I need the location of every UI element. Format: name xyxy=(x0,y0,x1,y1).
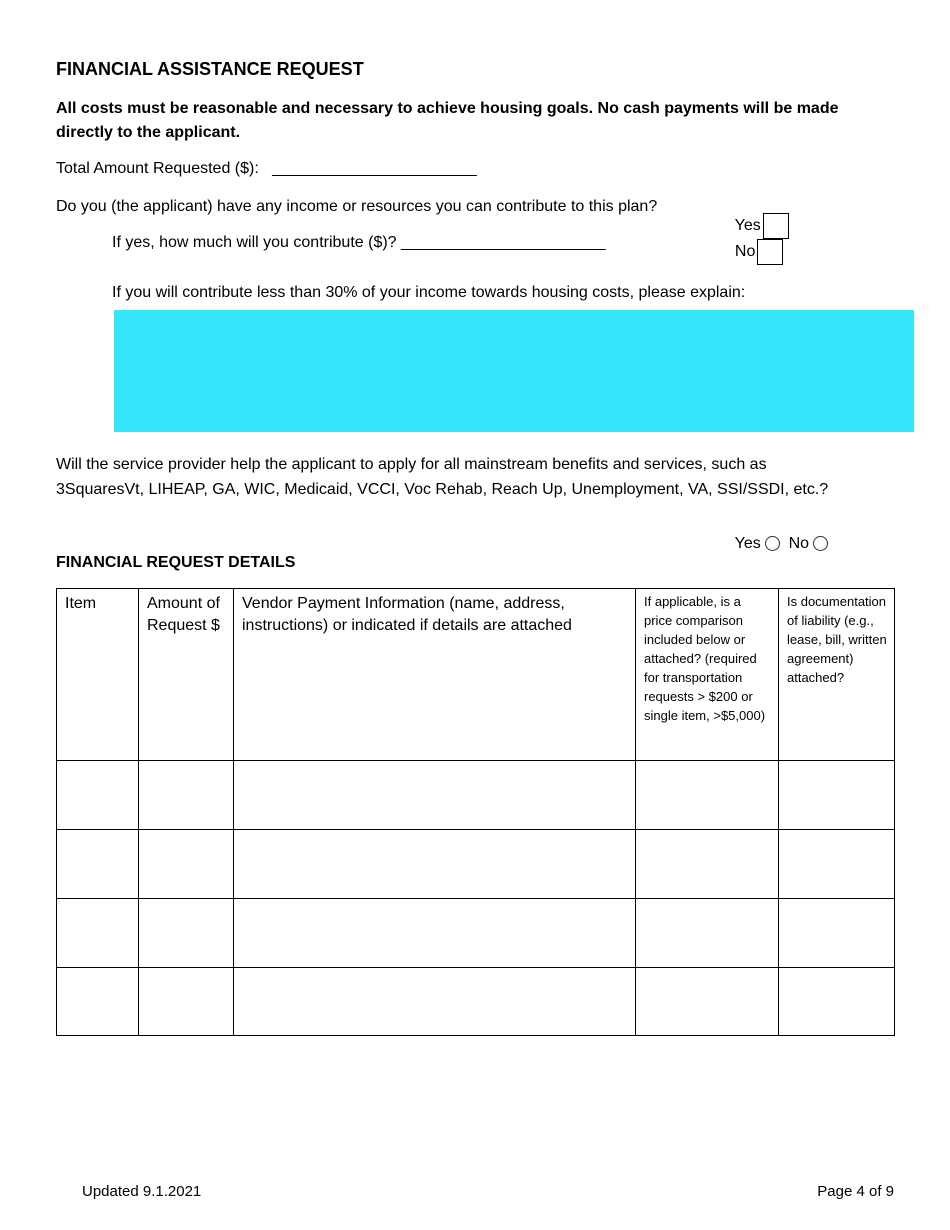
amount-cell[interactable] xyxy=(139,761,234,830)
header-price-comparison: If applicable, is a price comparison included below or attached? (required for transportation requests > $200 or single item, >$5,000) xyxy=(636,589,779,761)
vendor-cell[interactable] xyxy=(234,761,636,830)
contribute-row xyxy=(112,234,606,252)
liability-cell[interactable] xyxy=(779,968,895,1036)
amount-cell[interactable] xyxy=(139,830,234,899)
benefits-yes-radio[interactable] xyxy=(765,536,780,551)
details-section-title: FINANCIAL REQUEST DETAILS xyxy=(56,554,296,571)
price-comparison-cell[interactable] xyxy=(636,968,779,1036)
item-cell[interactable] xyxy=(57,761,139,830)
income-yes-checkbox[interactable] xyxy=(763,213,789,239)
liability-cell[interactable] xyxy=(779,761,895,830)
benefits-question-line-2: 3SquaresVt, LIHEAP, GA, WIC, Medicaid, VCCI, Voc Rehab, Reach Up, Unemployment, VA, SSI/SSDI, etc.? xyxy=(56,481,829,498)
intro-statement: All costs must be reasonable and necessary to achieve housing goals. No cash payments will be made directly to the applicant. xyxy=(56,100,839,141)
total-amount-label: Total Amount Requested ($): xyxy=(56,160,259,177)
header-liability: Is documentation of liability (e.g., lease, bill, written agreement) attached? xyxy=(779,589,895,761)
benefits-no-label: No xyxy=(788,535,810,552)
price-comparison-cell[interactable] xyxy=(636,761,779,830)
table-row xyxy=(57,761,895,830)
page-title: FINANCIAL ASSISTANCE REQUEST xyxy=(56,59,364,79)
liability-cell[interactable] xyxy=(779,899,895,968)
table-header-row xyxy=(57,589,895,761)
header-item: Item xyxy=(57,589,139,761)
price-comparison-cell[interactable] xyxy=(636,899,779,968)
table-row xyxy=(57,968,895,1036)
item-cell[interactable] xyxy=(57,968,139,1036)
liability-cell[interactable] xyxy=(779,830,895,899)
header-vendor: Vendor Payment Information (name, address, instructions) or indicated if details are attached xyxy=(234,589,636,761)
benefits-options xyxy=(726,517,828,553)
table-row xyxy=(57,899,895,968)
income-no-label: No xyxy=(734,243,756,261)
header-amount: Amount of Request $ xyxy=(139,589,234,761)
item-cell[interactable] xyxy=(57,899,139,968)
contribute-label: If yes, how much will you contribute ($)? xyxy=(112,234,397,251)
vendor-cell[interactable] xyxy=(234,968,636,1036)
benefits-no-radio[interactable] xyxy=(813,536,828,551)
explain-label: If you will contribute less than 30% of your income towards housing costs, please explain: xyxy=(112,284,746,301)
amount-cell[interactable] xyxy=(139,968,234,1036)
total-amount-field[interactable]: _______________________ xyxy=(272,160,477,177)
amount-cell[interactable] xyxy=(139,899,234,968)
income-yes-label: Yes xyxy=(734,217,761,235)
income-no-checkbox[interactable] xyxy=(757,239,783,265)
benefits-yes-label: Yes xyxy=(734,535,761,552)
financial-request-table xyxy=(56,588,895,1036)
benefits-question-line-1: Will the service provider help the applicant to apply for all mainstream benefits and services, such as xyxy=(56,456,767,473)
price-comparison-cell[interactable] xyxy=(636,830,779,899)
explain-textarea[interactable] xyxy=(114,310,914,432)
total-amount-row xyxy=(56,160,477,178)
income-question-label: Do you (the applicant) have any income or resources you can contribute to this plan? xyxy=(56,198,658,215)
item-cell[interactable] xyxy=(57,830,139,899)
contribute-field[interactable]: _______________________ xyxy=(401,234,606,251)
vendor-cell[interactable] xyxy=(234,899,636,968)
table-row xyxy=(57,830,895,899)
vendor-cell[interactable] xyxy=(234,830,636,899)
page-number: Page 4 of 9 xyxy=(817,1183,894,1200)
income-question-options xyxy=(726,195,789,265)
updated-date: Updated 9.1.2021 xyxy=(82,1183,202,1200)
